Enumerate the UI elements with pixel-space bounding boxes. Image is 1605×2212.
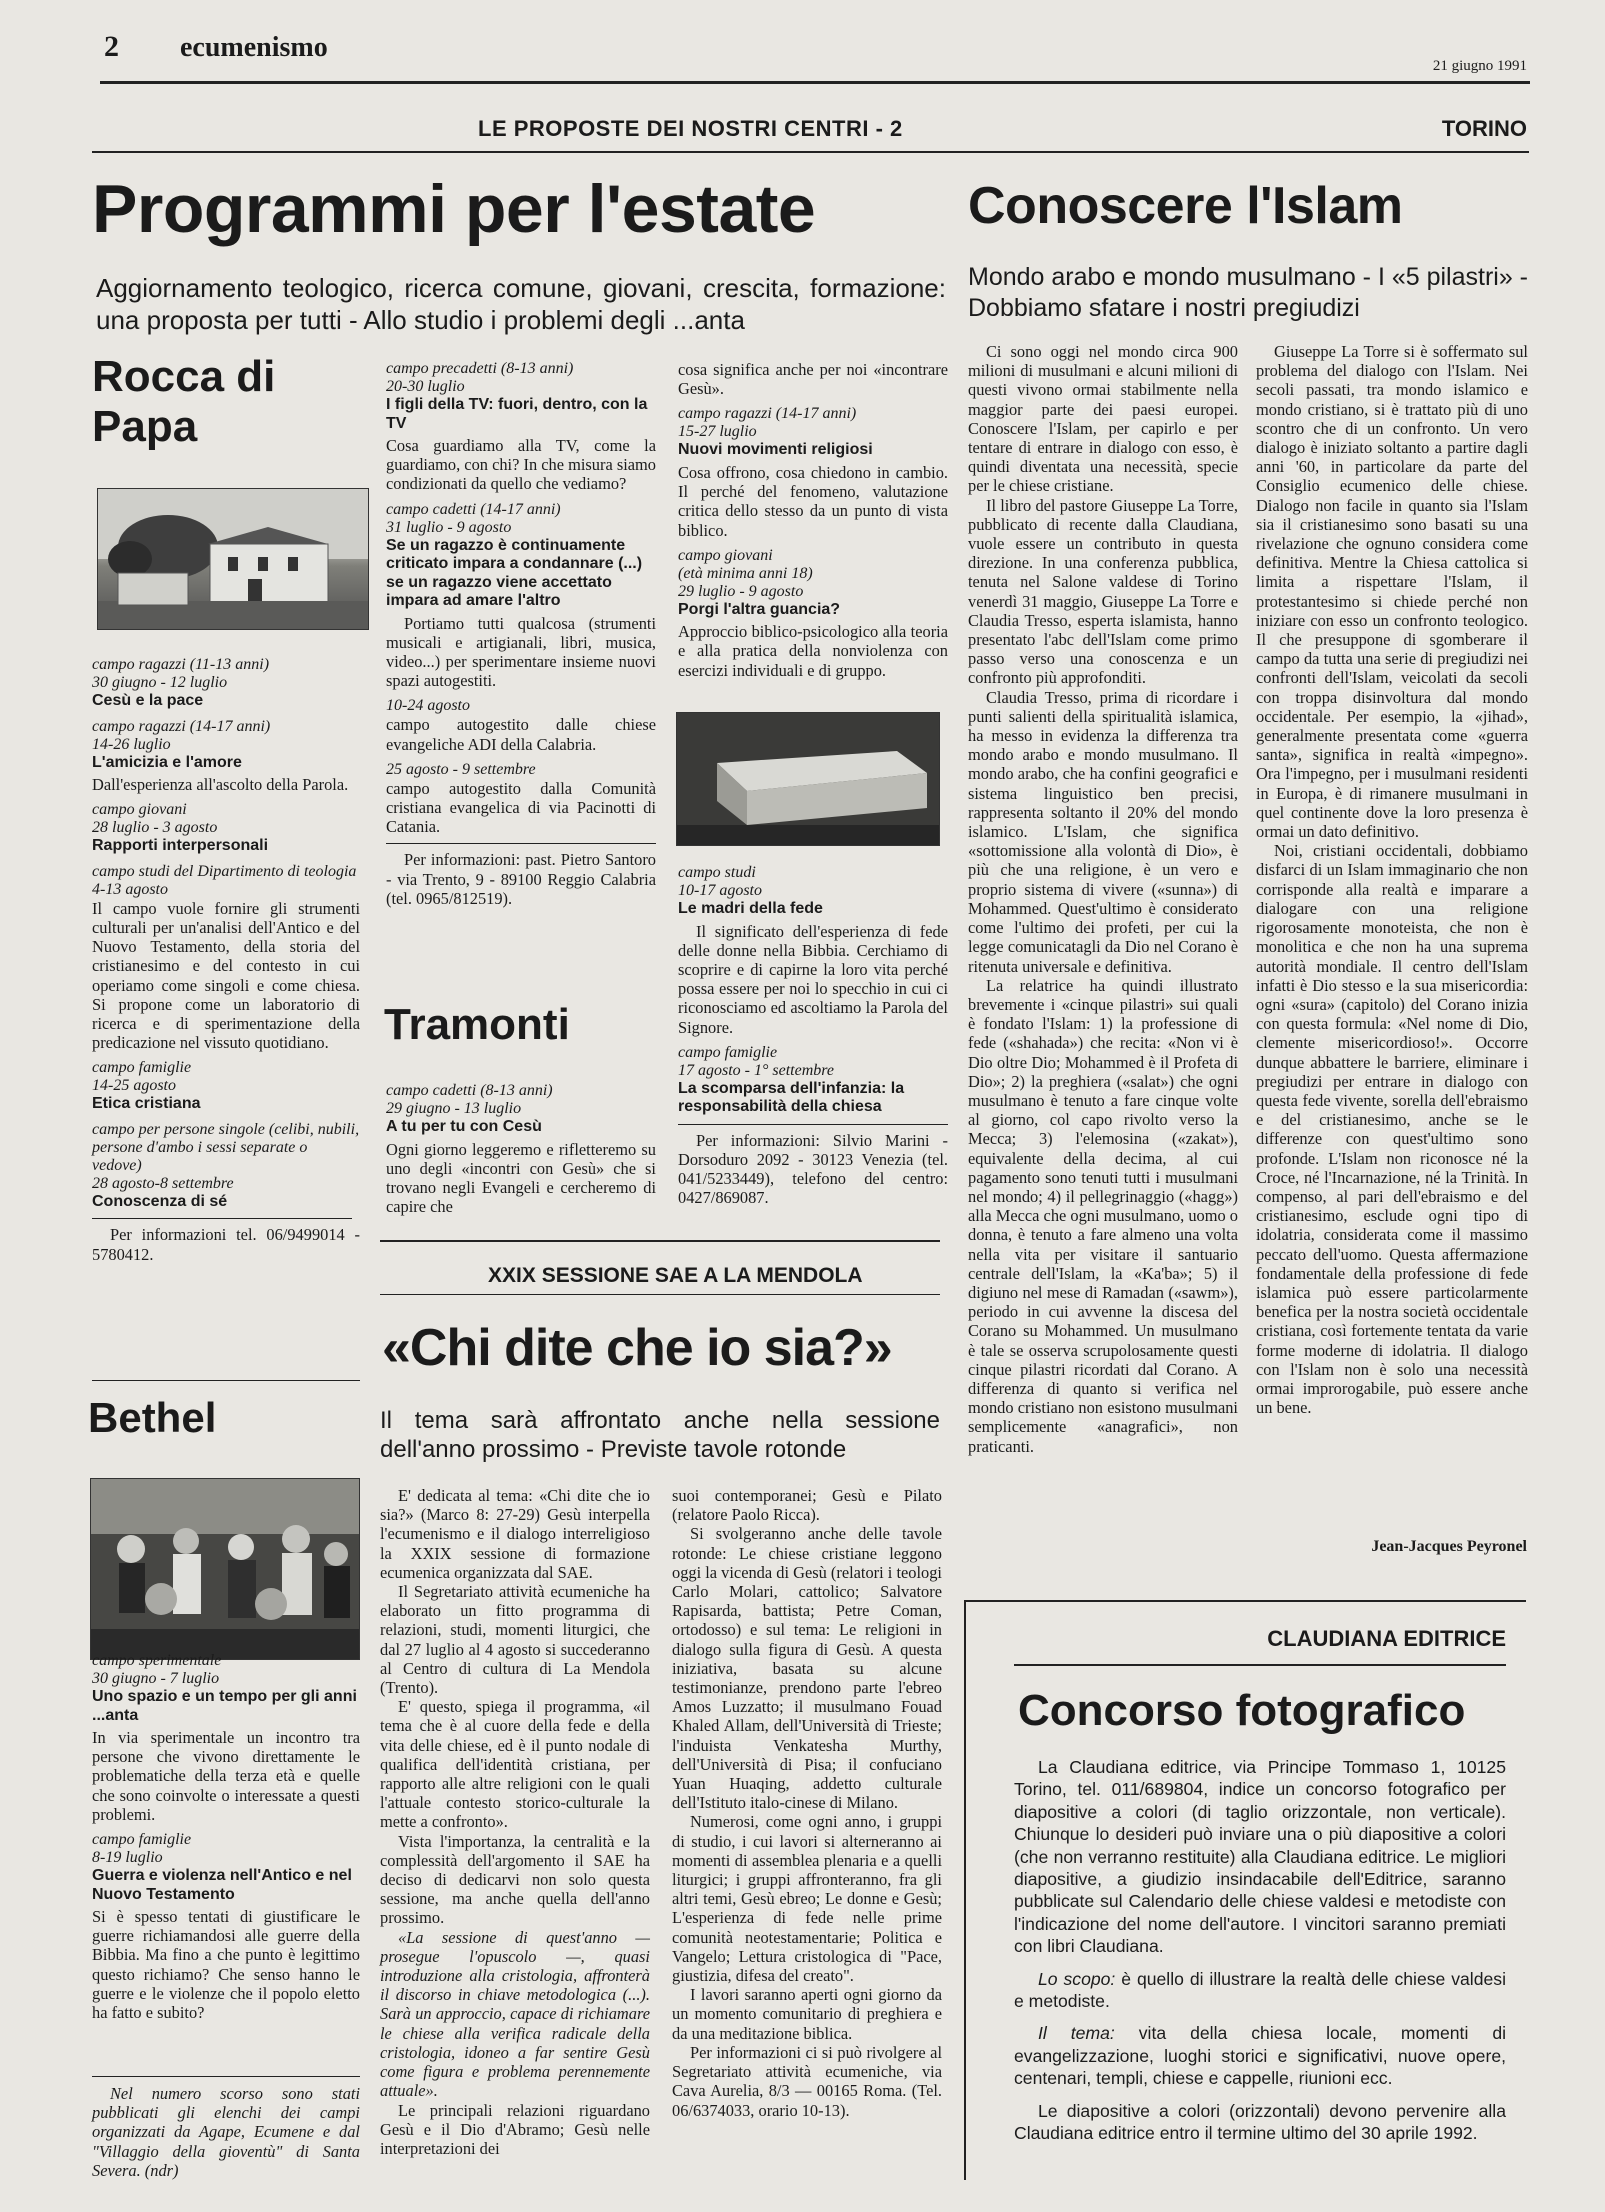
info-rule	[92, 1218, 352, 1219]
info-rule	[386, 843, 656, 844]
camp-meta: campo ragazzi (14-17 anni) 15-27 luglio	[678, 405, 857, 441]
camp-title: Uno spazio e un tempo per gli anni ...anta	[92, 1688, 357, 1724]
camp-entry	[92, 801, 360, 856]
camp-entry	[386, 1082, 656, 1216]
camp-meta: campo studi del Dipartimento di teologia 4-13 agosto	[92, 862, 357, 898]
camp-description: Approccio biblico-psicologico alla teoria e alla pratica della nonviolenza con esercizi individuali e di gruppo.	[678, 622, 948, 680]
col3-listing	[678, 360, 948, 687]
theme-text: vita della chiesa locale, momenti di evangelizzazione, luoghi storici e significativi, nuove opere, centenari, templi, chiese e cappelle, riunioni ecc.	[1014, 2023, 1507, 2089]
islam-paragraph: Ci sono oggi nel mondo circa 900 milioni di musulmani e alcuni milioni di questi vivono ormai stabilmente nella maggior parte dei paesi europei. Conoscere l'Islam, per capirlo e per tentare di entrare in dialogo con esso, è quindi diventata una necessità, specie per le chiese cristiane.	[968, 342, 1238, 496]
camp-meta: campo ragazzi (11-13 anni) 30 giugno - 12 luglio	[92, 656, 270, 691]
camp-entry	[678, 864, 948, 1037]
sae-paragraph: Il Segretariato attività ecumeniche ha elaborato un fitto programma di relazioni, studi, momenti liturgici, che dal 27 luglio al 4 agosto si succederanno al Centro di cultura di La Mendola (Trento).	[380, 1582, 650, 1698]
issue-date: 21 giugno 1991	[1432, 58, 1527, 74]
camp-meta: campo famiglie 14-25 agosto	[92, 1059, 192, 1095]
islam-paragraph: La relatrice ha quindi illustrato brevemente i «cinque pilastri» sui quali è fondato l'Islam: 1) la professione di fede («shahada») che recita: «Non vi è Dio oltre Dio; Mohammed è il Profeta di Dio»; 2) la preghiera («salat») che ogni musulmano è tenuto a fare cinque volte al giorno, col capo rivolto verso la Mecca; 3) l'elemosina («zakat»), equivalente della decima, al cui pagamento sono tenuti tutti i musulmani nel mondo; 4) il pellegrinaggio («hagg») alla Mecca che ogni musulmano, uomo o donna, è tenuto a fare almeno una volta nella vita per visitare il santuario centrale dell'Islam, la «Ka'ba»; 5) il digiuno nel mese di Ramadan («sawm»), periodo in cui avvenne la discesa del Corano su Mohammed. Un musulmano è tale se osserva scrupolosamente questi cinque pilastri ricordati dal Corano. A differenza di quanto si verifica nel mondo cristiano non esistono musulmani semplicemente «anagrafici», non praticanti.	[968, 975, 1238, 1456]
camp-title: Guerra e violenza nell'Antico e nel Nuovo Testamento	[92, 1867, 352, 1903]
camp-entry	[92, 718, 360, 795]
camp-title: La scomparsa dell'infanzia: la responsabilità della chiesa	[678, 1079, 905, 1116]
info-contact: Per informazioni: past. Pietro Santoro - via Trento, 9 - 89100 Reggio Calabria (tel. 0965/812519).	[386, 850, 656, 908]
main-headline: Programmi per l'estate	[92, 171, 816, 247]
bethel-top-rule	[92, 1380, 360, 1381]
camp-meta: 25 agosto - 9 settembre	[386, 760, 536, 778]
section-name: ecumenismo	[180, 32, 328, 63]
info-rule	[678, 1124, 948, 1125]
sae-subtitle: Il tema sarà affrontato anche nella sessione dell'anno prossimo - Previste tavole rotonde	[380, 1407, 940, 1463]
camp-entry	[678, 1044, 948, 1117]
camp-entry	[92, 863, 360, 1053]
camp-entry	[386, 761, 656, 837]
camp-meta: campo cadetti (8-13 anni) 29 giugno - 13 luglio	[386, 1082, 553, 1117]
claudiana-scope	[1014, 1968, 1506, 2013]
info-contact: Per informazioni tel. 06/9499014 - 5780412.	[92, 1225, 360, 1264]
camp-meta: campo famiglie 17 agosto - 1° settembre	[678, 1043, 835, 1079]
note-rule	[92, 2076, 360, 2077]
camp-title: L'amicizia e l'amore	[92, 753, 242, 771]
camp-entry	[92, 1652, 360, 1824]
camp-title: Porgi l'altra guancia?	[678, 600, 841, 618]
camp-meta: campo sperimentale 30 giugno - 7 luglio	[92, 1652, 222, 1687]
claudiana-paragraph: La Claudiana editrice, via Principe Tommaso 1, 10125 Torino, tel. 011/689804, indice un concorso fotografico per diapositive a colori (di taglio orizzontale, non verticale). Chiunque lo desideri può inviare una o più diapositive a colori (che non verranno restituite) alla Claudiana editrice. Le migliori diapositive, a giudizio insindacabile dell'Editrice, saranno pubblicate sul Calendario delle chiese valdesi e metodiste con l'indicazione del nome dell'autore. I vincitori saranno premiati con libri Claudiana.	[1014, 1757, 1506, 1957]
camp-entry	[678, 405, 948, 539]
sae-kicker: XXIX SESSIONE SAE A LA MENDOLA	[488, 1264, 863, 1287]
sae-paragraph: «La sessione di quest'anno — prosegue l'opuscolo —, quasi introduzione alla cristologia, affronterà il discorso in chiave metodologica (...). Sarà un approccio, capace di richiamare le chiese alla verifica radicale della cristologia, idoneo a far sentire Gesù come figura e problema perennemente attuale».	[380, 1927, 650, 2101]
claudiana-rule	[1014, 1664, 1506, 1666]
islam-paragraph: Noi, cristiani occidentali, dobbiamo disfarci di un Islam immaginario che non corrisponde alla realtà e imparare a dialogare con una religione rigorosamente monoteista, che non è monolitica e che non ha una suprema autorità mondiale. Il centro dell'Islam infatti è Dio stesso e la sua misericordia: ogni «sura» (capitolo) del Corano inizia con questa formula: «Nel nome di Dio, clemente misericordioso!». Occorre dunque abbattere le barriere, eliminare i pregiudizi per entrare in dialogo con questa fede vivente, sorella dell'ebraismo e del cristianesimo, anche se le differenze con quest'ultimo sono profonde. L'Islam non riconosce né la Croce, né l'Incarnazione, né la Trinità. In compenso, al pari dell'ebraismo e del cristianesimo, esclude ogni tipo di idolatria, considerata come il massimo peccato dell'uomo. Questa affermazione fondamentale della professione di fede islamica può essere particolarmente benefica per la nostra società occidentale cristiana, così fortemente tentata da varie forme moderne di idolatria. Il dialogo con l'Islam non è solo una necessità ormai improrogabile, può essere anche un bene.	[1256, 841, 1528, 1418]
sae-paragraph: Si svolgeranno anche delle tavole rotonde: Le chiese cristiane leggono oggi la vicenda di Gesù (relatori i teologi Carlo Molari, cattolico; Salvatore Rapisarda, battista; Petre Coman, ortodosso) e sul tema: Le religioni in dialogo sulla figura di Gesù. A questa iniziativa, basata su alcune testimonianze, prendono parte l'ebreo Amos Luzzatto; il musulmano Fouad Khaled Allam, dell'Università di Trieste; l'induista Venkatesha Murthy, dell'Università di Pisa; il confuciano Yuan Huaqing, addetto culturale dell'Istituto italo-cinese di Milano.	[672, 1524, 942, 1813]
camp-description: In via sperimentale un incontro tra persone che vivono direttamente le problematiche della terza età e quelle che sono coinvolte o interessate a questi problemi.	[92, 1728, 360, 1824]
camp-meta: campo studi 10-17 agosto	[678, 864, 762, 899]
camp-entry	[92, 656, 360, 711]
kicker-rule	[92, 151, 1529, 153]
camp-description: Cosa offrono, cosa chiedono in cambio. Il perché del fenomeno, valutazione critica dello stesso da un punto di vista biblico.	[678, 462, 948, 540]
article-author: Jean-Jacques Peyronel	[1371, 1538, 1527, 1555]
claudiana-headline: Concorso fotografico	[1018, 1686, 1466, 1735]
camp-entry	[386, 360, 656, 494]
rocca-listing	[92, 656, 360, 1264]
claudiana-theme	[1014, 2022, 1506, 2089]
sae-paragraph: Le principali relazioni riguardano Gesù e il Dio d'Abramo; Gesù nelle interpretazioni dei	[380, 2100, 650, 2158]
bethel-heading: Bethel	[88, 1394, 217, 1441]
camp-entry	[386, 697, 656, 753]
col2-listing	[386, 360, 656, 908]
camp-title: Conoscenza di sé	[92, 1192, 228, 1210]
camp-meta: campo ragazzi (14-17 anni) 14-26 luglio	[92, 717, 271, 753]
camp-description: Portiamo tutti qualcosa (strumenti musicali e artigianali, libri, musica, video...) per sperimentare insieme nuovi spazi autogestiti.	[386, 613, 656, 691]
page-number: 2	[104, 30, 119, 63]
header-rule	[100, 81, 1530, 84]
sae-kicker-rule	[380, 1294, 940, 1295]
camp-description: Il significato dell'esperienza di fede delle donne nella Bibbia. Cerchiamo di scoprire e di capirne la loro vita perché possa essere per noi lo specchio in cui ci riconosciamo ed ascoltiamo la Parola del Signore.	[678, 921, 948, 1037]
sae-paragraph: Per informazioni ci si può rivolgere al Segretariato attività ecumeniche, via Cava Aurelia, 8/3 — 00165 Roma. (Tel. 06/6374033, orario 10-13).	[672, 2042, 942, 2120]
islam-headline: Conoscere l'Islam	[968, 177, 1403, 235]
camp-description: campo autogestito dalla Comunità cristiana evangelica di via Pacinotti di Catania.	[386, 778, 656, 837]
sae-headline: «Chi dite che io sia?»	[382, 1319, 892, 1377]
camp-meta: campo giovani 28 luglio - 3 agosto	[92, 801, 218, 837]
camp-meta: campo giovani (età minima anni 18) 29 luglio - 9 agosto	[678, 546, 813, 600]
sae-paragraph: Numerosi, come ogni anno, i gruppi di studio, i cui lavori si alterneranno ai momenti di assemblea plenaria e a quelli liturgici; i gruppi affronteranno, fra gli altri temi, Gesù ebreo; Le donne e Gesù; L'esperienza di fede nelle prime comunità neotestamentarie; Politica e Vangelo; Lettura cristologica di "Pace, giustizia, difesa del creato".	[672, 1812, 942, 1986]
sae-column-b	[672, 1486, 942, 2120]
camp-title: Se un ragazzo è continuamente criticato impara a condannare (...) se un ragazzo viene accettato impara ad amare l'altro	[386, 536, 643, 610]
camp-entry	[92, 1831, 360, 2022]
sae-top-rule	[380, 1240, 940, 1242]
camp-description: Il campo vuole fornire gli strumenti culturali per un'analisi dell'Antico e del Nuovo Testamento, della storia del cristianesimo e del contesto in cui operiamo come singoli e come chiesa. Si propone come un laboratorio di ricerca e di sperimentazione della predicazione nel vissuto quotidiano.	[92, 898, 360, 1053]
islam-paragraph: Il libro del pastore Giuseppe La Torre, pubblicato di recente dalla Claudiana, vuole essere un contributo in questa direzione. In una conferenza pubblica, tenuta nel Salone valdese di Torino venerdì 31 maggio, Giuseppe La Torre e Claudia Tresso, esperta islamista, hanno presentato l'abc dell'Islam come primo passo verso una conoscenza e un confronto più approfonditi.	[968, 495, 1238, 688]
sae-paragraph: I lavori saranno aperti ogni giorno da un momento comunitario di preghiera e da una meditazione biblica.	[672, 1985, 942, 2043]
info-contact: Per informazioni: Silvio Marini - Dorsoduro 2092 - 30123 Venezia (tel. 041/5233449), telefono del centro: 0427/869087.	[678, 1130, 948, 1208]
city-label: TORINO	[1441, 116, 1527, 141]
camp-entry	[386, 501, 656, 691]
camp-title: A tu per tu con Cesù	[386, 1118, 542, 1135]
islam-paragraph: Giuseppe La Torre si è soffermato sul problema del dialogo con l'Islam. Nei secoli passati, tra mondo islamico e mondo cristiano, si è trattato più di uno scontro che di un confronto. Un vero dialogo è iniziato soltanto a partire dagli anni '60, in particolare da parte del Consiglio ecumenico delle chiese. Dialogo non facile in quanto sia l'Islam sia il cristianesimo sono basati su una rivelazione che ognuno considera come definitiva. Mentre la Chiesa cattolica si limita a rispettare l'Islam, il protestantesimo si chiede perché non iniziare con esso un confronto teologico. Il che presuppone di sgomberare il campo da tutta una serie di pregiudizi nei confronti dell'Islam, veicolati da secoli con troppa disinvoltura dal mondo occidentale. Per esempio, la «jihad», generalmente presentata come «guerra santa», significa in realtà «impegno». Ora l'impegno, per i musulmani residenti in Europa, è di rimanere musulmani in quel continente dove la loro presenza è ormai un dato definitivo.	[1256, 342, 1528, 842]
camp-title: Cesù e la pace	[92, 692, 204, 709]
bethel-photo	[90, 1478, 360, 1660]
col3-listing-2	[678, 864, 948, 1208]
camp-title: Le madri della fede	[678, 900, 823, 917]
camp-meta: 10-24 agosto	[386, 697, 470, 715]
claudiana-box	[964, 1600, 1526, 2180]
camp-description: campo autogestito dalle chiese evangeliche ADI della Calabria.	[386, 715, 656, 754]
main-subtitle: Aggiornamento teologico, ricerca comune, giovani, crescita, formazione: una proposta per tutti - Allo studio i problemi degli ...anta	[96, 273, 946, 335]
bethel-listing	[92, 1652, 360, 2029]
tramonti-heading: Tramonti	[384, 1000, 570, 1049]
col3-photo	[676, 712, 940, 846]
camp-description: Ogni giorno leggeremo e rifletteremo su uno degli «incontri con Gesù» che si trovano negli Evangeli e cercheremo di capire che	[386, 1139, 656, 1217]
camp-title: Nuovi movimenti religiosi	[678, 441, 873, 459]
sae-paragraph: suoi contemporanei; Gesù e Pilato (relatore Paolo Ricca).	[672, 1486, 942, 1525]
camp-meta: campo precadetti (8-13 anni) 20-30 luglio	[386, 360, 574, 395]
islam-column-b	[1256, 342, 1528, 1417]
camp-description: Si è spesso tentati di giustificare le guerre richiamandosi alle guerre della Bibbia. Ma fino a che punto è legittimo questo richiamo? Che senso hanno le guerre e le violenze che il popolo eletto ha fatto e subito?	[92, 1907, 360, 2023]
theme-label: Il tema:	[1038, 2023, 1115, 2044]
camp-description: cosa significa anche per noi «incontrare Gesù».	[678, 360, 948, 399]
islam-paragraph: Claudia Tresso, prima di ricordare i punti salienti della spiritualità islamica, ha messo in evidenza la differenza tra mondo arabo e mondo musulmano. Il mondo arabo, che ha confini geografici e sistema linguistico ben precisi, rappresenta soltanto il 20% del mondo islamico. L'Islam, che significa «sottomissione alla volontà di Dio», è più che una religione, è un vero e proprio sistema di vivere («sunna») di Mohammed. Quest'ultimo è considerato come l'ultimo dei profeti, per cui la legge comunicatagli da Dio nel Corano è ritenuta universale e definitiva.	[968, 687, 1238, 976]
tramonti-listing	[386, 1082, 656, 1223]
sae-paragraph: E' questo, spiega il programma, «il tema che è al cuore della fede e della vita delle chiese, ed è il punto nodale di qualifica dell'identità cristiana, per rapporto alle altre religioni con le quali l'attuale contesto storico-culturale la mette a confronto».	[380, 1697, 650, 1832]
camp-entry	[92, 1059, 360, 1114]
islam-column-a	[968, 342, 1238, 1456]
islam-subtitle: Mondo arabo e mondo musulmano - I «5 pilastri» - Dobbiamo sfatare i nostri pregiudizi	[968, 263, 1529, 322]
camp-title: Rapporti interpersonali	[92, 837, 269, 855]
claudiana-closing: Le diapositive a colori (orizzontali) devono pervenire alla Claudiana editrice entro il termine ultimo del 30 aprile 1992.	[1014, 2100, 1506, 2144]
scope-label: Lo scopo:	[1038, 1968, 1116, 1989]
camp-title: I figli della TV: fuori, dentro, con la TV	[386, 396, 648, 432]
camp-entry	[92, 1121, 360, 1212]
camp-description: Cosa guardiamo alla TV, come la guardiamo, con chi? In che misura siamo condizionati da quello che vediamo?	[386, 436, 656, 494]
sae-column-a	[380, 1486, 650, 2158]
sae-paragraph: E' dedicata al tema: «Chi dite che io sia?» (Marco 8: 27-29) Gesù interpella l'ecumenismo e il dialogo interreligioso la XXIX sessione di formazione ecumenica organizzata dal SAE.	[380, 1486, 650, 1582]
rocca-photo	[97, 488, 369, 630]
camp-meta: campo per persone singole (celibi, nubili, persone d'ambo i sessi separate o vedove) 28 agosto-8 settembre	[92, 1120, 360, 1192]
sae-paragraph: Vista l'importanza, la centralità e la complessità dell'argomento il SAE ha deciso di dedicarvi non solo questa sessione, ma anche quella dell'anno prossimo.	[380, 1831, 650, 1928]
section-kicker: LE PROPOSTE DEI NOSTRI CENTRI - 2	[478, 116, 903, 141]
editor-note: Nel numero scorso sono stati pubblicati gli elenchi dei campi organizzati da Agape, Ecumene e dal "Villaggio della gioventù" di Santa Severa. (ndr)	[92, 2084, 360, 2180]
camp-entry	[678, 547, 948, 680]
rocca-heading: Rocca di Papa	[92, 352, 276, 451]
camp-description: Dall'esperienza all'ascolto della Parola.	[92, 775, 349, 794]
claudiana-kicker: CLAUDIANA EDITRICE	[1267, 1626, 1506, 1651]
scope-text: è quello di illustrare la realtà delle chiese valdesi e metodiste.	[1014, 1968, 1506, 2012]
camp-meta: campo famiglie 8-19 luglio	[92, 1831, 192, 1867]
camp-title: Etica cristiana	[92, 1095, 201, 1113]
camp-meta: campo cadetti (14-17 anni) 31 luglio - 9 agosto	[386, 500, 561, 536]
